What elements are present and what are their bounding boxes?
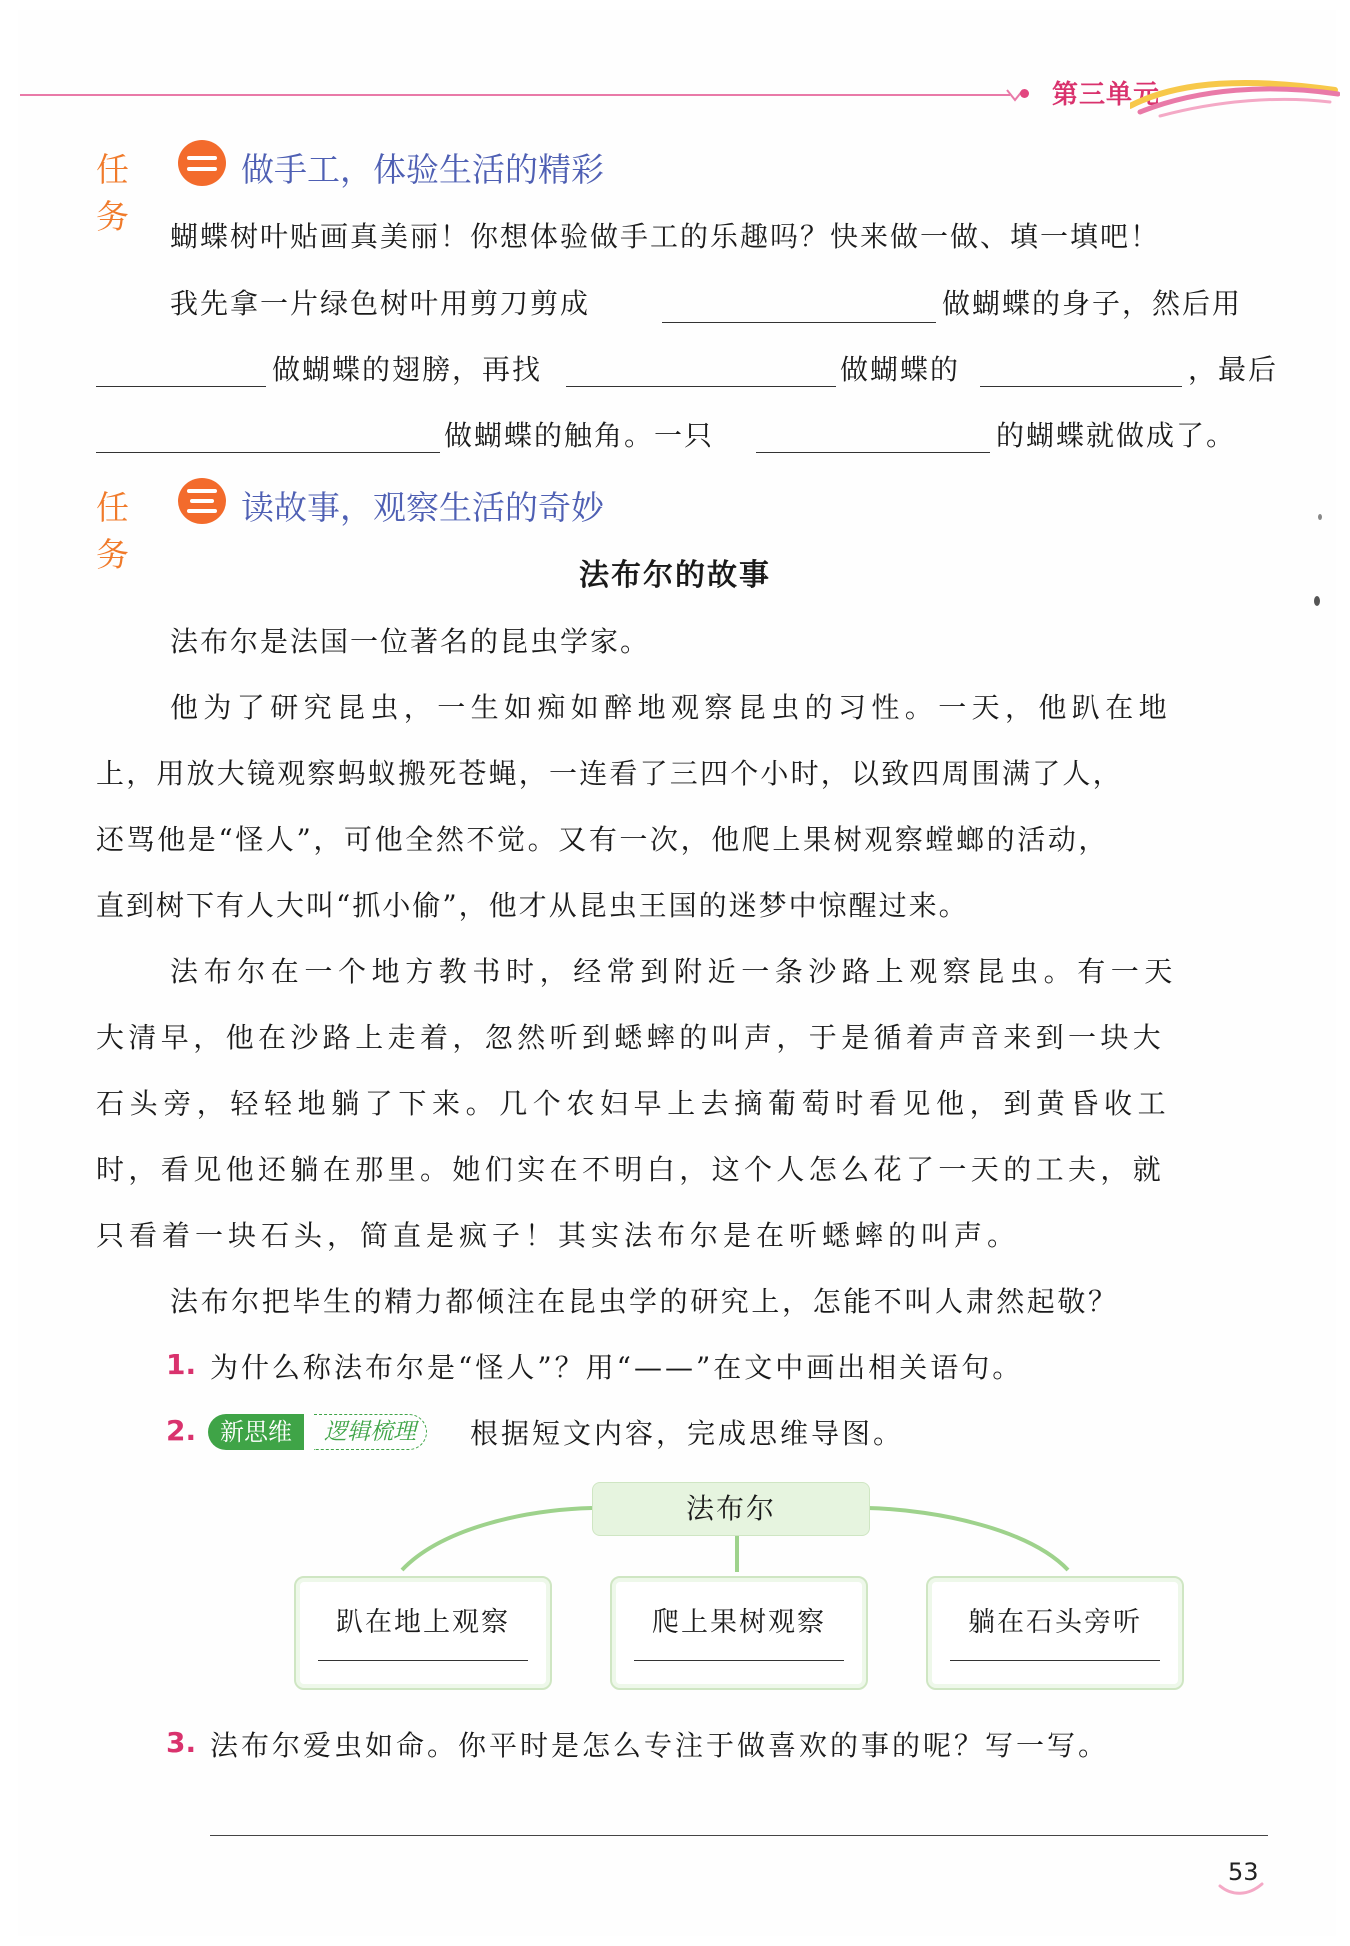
task-title: 做手工，体验生活的精彩 — [241, 150, 604, 189]
task-label: 任务 — [96, 488, 131, 574]
story-line: 只看着一块石头，简直是疯子！其实法布尔是在听蟋蟀的叫声。 — [96, 1219, 1021, 1252]
branch-answer-blank[interactable] — [950, 1660, 1160, 1661]
question-text: 根据短文内容，完成思维导图。 — [470, 1417, 905, 1450]
scan-spot — [1314, 596, 1320, 606]
story-line: 法布尔在一个地方教书时，经常到附近一条沙路上观察昆虫。有一天 — [170, 955, 1179, 988]
fill-text: 做蝴蝶的翅膀，再找 — [272, 353, 543, 386]
fill-text: ，最后 — [1188, 353, 1279, 386]
task-title: 读故事，观察生活的奇妙 — [241, 488, 604, 527]
answer-line[interactable] — [210, 1835, 1268, 1836]
task-label: 任务 — [96, 150, 131, 236]
fill-text: 的蝴蝶就做成了。 — [996, 419, 1237, 452]
branch-answer-blank[interactable] — [634, 1660, 844, 1661]
fill-text: 做蝴蝶的 — [840, 353, 961, 386]
story-line: 直到树下有人大叫“抓小偷”，他才从昆虫王国的迷梦中惊醒过来。 — [96, 889, 969, 922]
story-line: 石头旁，轻轻地躺了下来。几个农妇早上去摘葡萄时看见他，到黄昏收工 — [96, 1087, 1172, 1120]
branch-label: 躺在石头旁听 — [968, 1607, 1142, 1638]
story-line: 法布尔是法国一位著名的昆虫学家。 — [170, 625, 651, 658]
page-swoosh-icon — [1218, 1880, 1264, 1900]
scan-spot — [1318, 514, 1322, 520]
page-number: 53 — [1228, 1858, 1259, 1886]
story-line: 大清早，他在沙路上走着，忽然听到蟋蟀的叫声，于是循着声音来到一块大 — [96, 1021, 1166, 1054]
mindmap-branch — [610, 1576, 868, 1690]
fill-text: 我先拿一片绿色树叶用剪刀剪成 — [170, 287, 591, 320]
badge-sub: 逻辑梳理 — [314, 1414, 427, 1450]
story-line: 他为了研究昆虫，一生如痴如醉地观察昆虫的习性。一天，他趴在地 — [170, 691, 1173, 724]
badge-main: 新思维 — [208, 1414, 304, 1450]
branch-label: 爬上果树观察 — [652, 1607, 826, 1638]
question-text: 法布尔爱虫如命。你平时是怎么专注于做喜欢的事的呢？写一写。 — [210, 1729, 1110, 1762]
fill-text: 做蝴蝶的触角。一只 — [444, 419, 715, 452]
mindmap-root: 法布尔 — [592, 1482, 870, 1536]
story-line: 还骂他是“怪人”，可他全然不觉。又有一次，他爬上果树观察螳螂的活动， — [96, 823, 1110, 856]
story-title: 法布尔的故事 — [579, 558, 771, 593]
unit-label: 第三单元 — [1052, 80, 1161, 110]
mindmap-branch — [926, 1576, 1184, 1690]
branch-answer-blank[interactable] — [318, 1660, 528, 1661]
question-number: 3. — [166, 1726, 197, 1759]
story-line: 上，用放大镜观察蚂蚁搬死苍蝇，一连看了三四个小时，以致四周围满了人， — [96, 757, 1123, 790]
mindmap-branch — [294, 1576, 552, 1690]
task2-intro: 蝴蝶树叶贴画真美丽！你想体验做手工的乐趣吗？快来做一做、填一填吧！ — [170, 220, 1161, 253]
story-line: 时，看见他还躺在那里。她们实在不明白，这个人怎么花了一天的工夫，就 — [96, 1153, 1166, 1186]
question-number: 1. — [166, 1348, 197, 1381]
fill-text: 做蝴蝶的身子，然后用 — [942, 287, 1243, 320]
question-number: 2. — [166, 1414, 197, 1447]
branch-label: 趴在地上观察 — [336, 1607, 510, 1638]
question-text: 为什么称法布尔是“怪人”？用“——”在文中画出相关语句。 — [210, 1351, 1024, 1384]
story-line: 法布尔把毕生的精力都倾注在昆虫学的研究上，怎能不叫人肃然起敬？ — [170, 1285, 1119, 1318]
